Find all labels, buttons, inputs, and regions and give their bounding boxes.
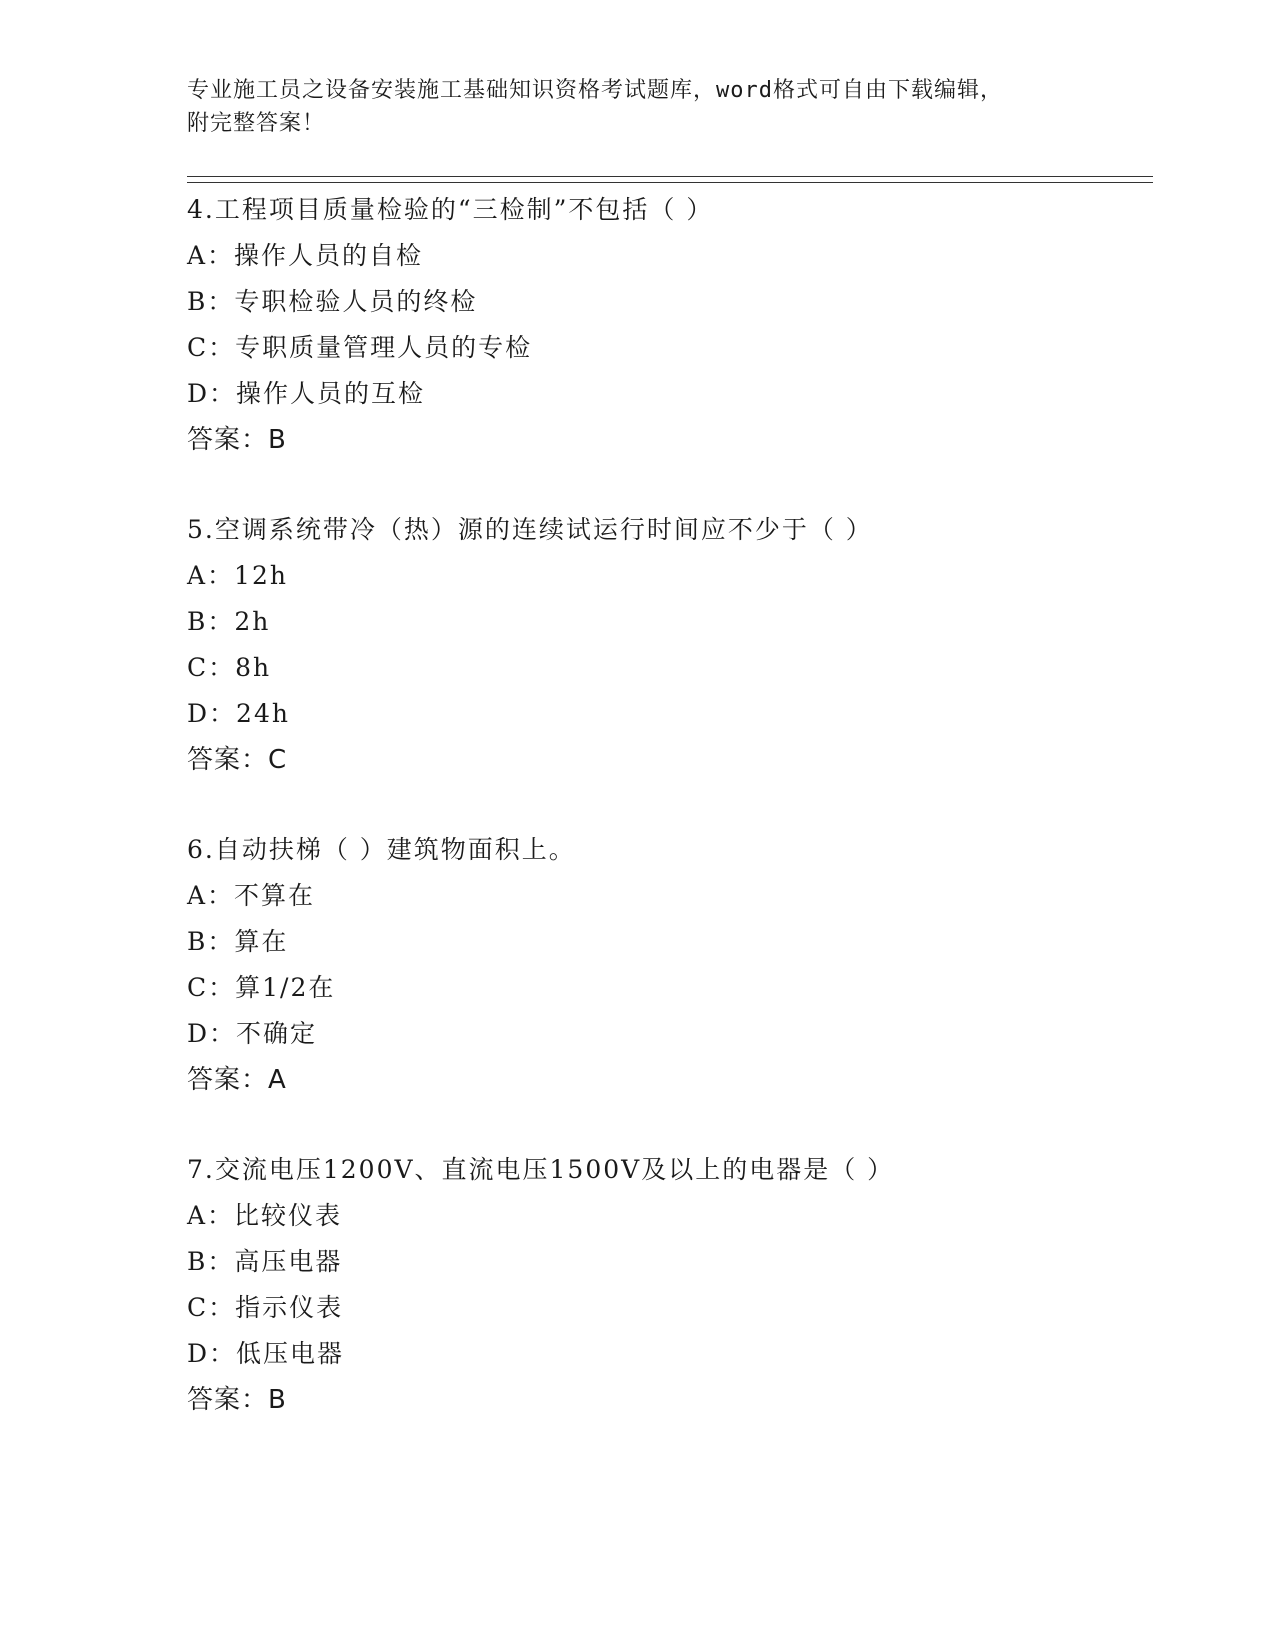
- answer-line: 答案：B: [187, 425, 287, 455]
- question-stem: 7.交流电压1200V、直流电压1500V及以上的电器是（ ）: [187, 1155, 895, 1184]
- question-stem: 4.工程项目质量检验的“三检制”不包括（ ）: [187, 195, 714, 224]
- option-a: A：12h: [187, 561, 288, 590]
- option-d: D：低压电器: [187, 1339, 345, 1368]
- header-line-2: 附完整答案！: [187, 111, 326, 136]
- header-divider-top: [187, 176, 1153, 177]
- question-5: [187, 507, 1153, 783]
- question-stem: 5.空调系统带冷（热）源的连续试运行时间应不少于（ ）: [187, 515, 873, 544]
- option-d: D：24h: [187, 699, 290, 728]
- option-c: C：8h: [187, 653, 272, 682]
- answer-line: 答案：B: [187, 1385, 287, 1415]
- option-d: D：操作人员的互检: [187, 379, 426, 408]
- option-c: C：指示仪表: [187, 1293, 344, 1322]
- question-stem: 6.自动扶梯（ ）建筑物面积上。: [187, 835, 576, 864]
- header-line-1: 专业施工员之设备安装施工基础知识资格考试题库，word格式可自由下载编辑，: [187, 78, 1003, 103]
- option-b: B：2h: [187, 607, 271, 636]
- option-a: A：不算在: [187, 881, 316, 910]
- header-divider-bottom: [187, 182, 1153, 183]
- document-header: [187, 74, 1067, 140]
- option-a: A：操作人员的自检: [187, 241, 424, 270]
- option-c: C：专职质量管理人员的专检: [187, 333, 533, 362]
- answer-line: 答案：C: [187, 745, 288, 775]
- option-b: B：专职检验人员的终检: [187, 287, 478, 316]
- answer-line: 答案：A: [187, 1065, 287, 1095]
- option-c: C：算1/2在: [187, 973, 336, 1002]
- question-7: [187, 1147, 1153, 1423]
- question-4: [187, 187, 1153, 463]
- option-b: B：高压电器: [187, 1247, 343, 1276]
- question-6: [187, 827, 1153, 1103]
- option-a: A：比较仪表: [187, 1201, 343, 1230]
- option-b: B：算在: [187, 927, 289, 956]
- option-d: D：不确定: [187, 1019, 318, 1048]
